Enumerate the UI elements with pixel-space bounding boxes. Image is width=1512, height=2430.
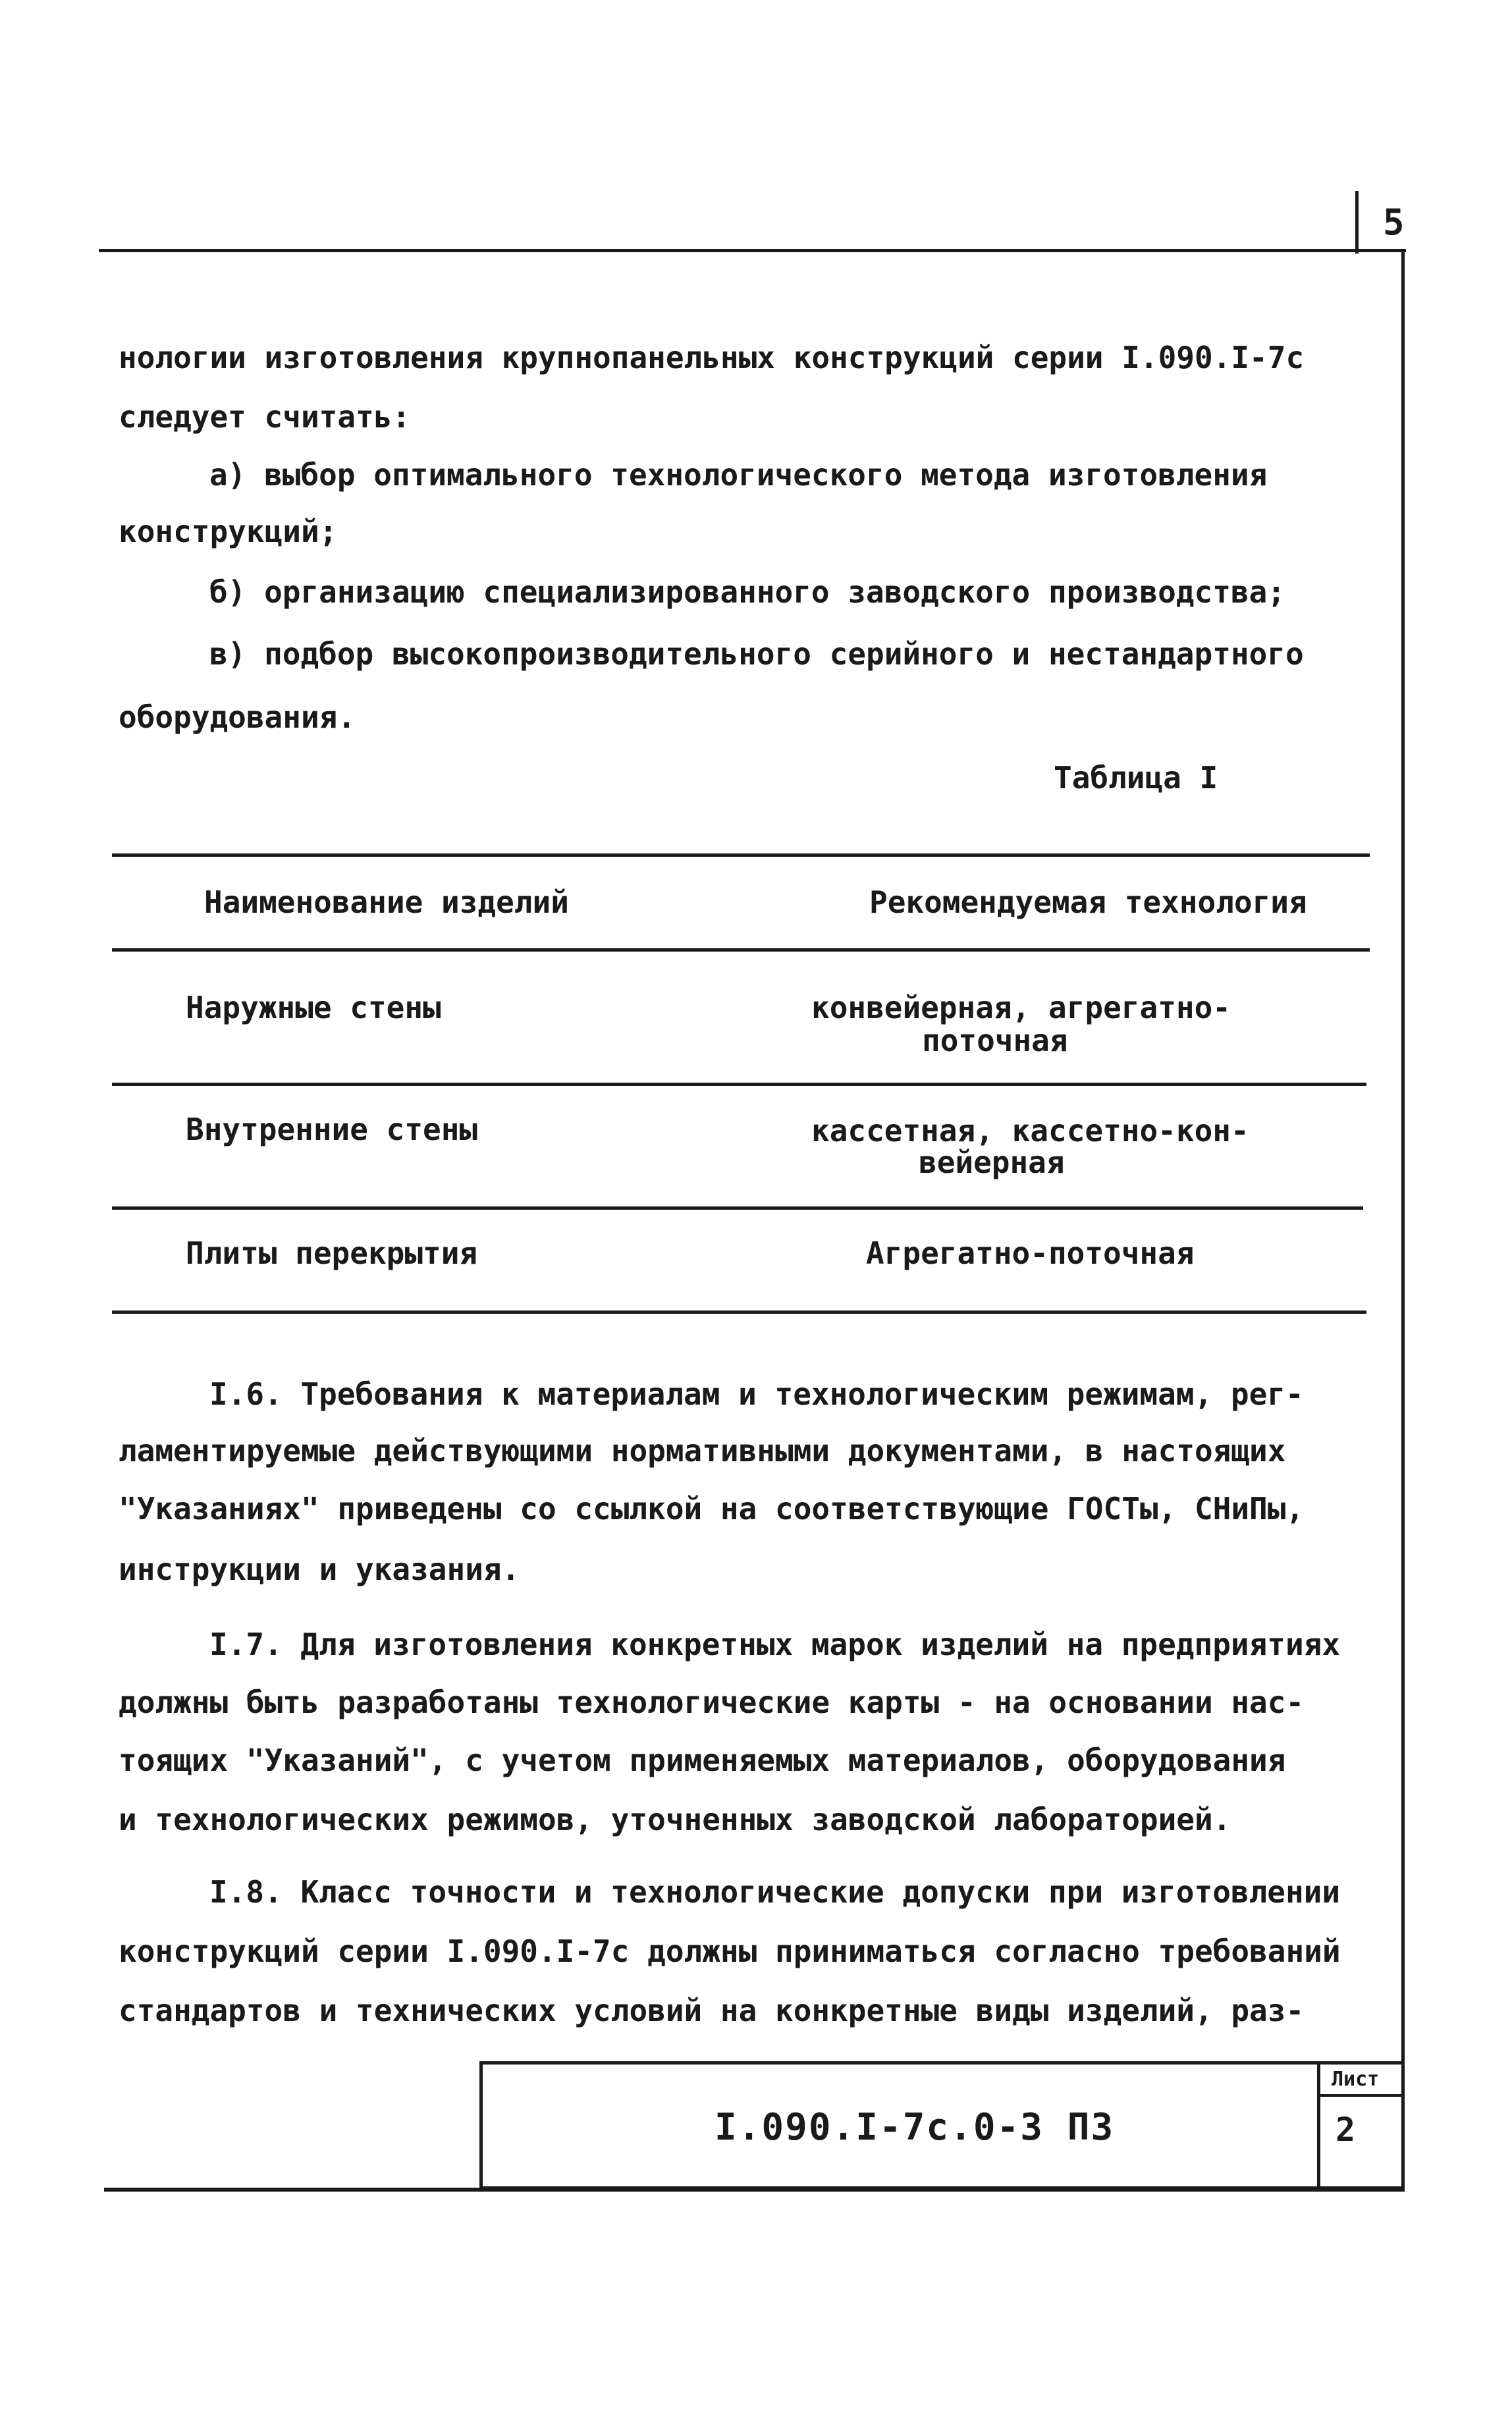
- para-1-7-line-2: должны быть разработаны технологические карты - на основании нас-: [119, 1685, 1305, 1720]
- intro-line-1: нологии изготовления крупнопанельных конструкций серии I.090.I-7с: [119, 340, 1305, 375]
- table-row-3-product: Плиты перекрытия: [186, 1235, 478, 1271]
- para-1-6-line-4: инструкции и указания.: [119, 1552, 520, 1587]
- table-row-3-tech-line-1: Агрегатно-поточная: [866, 1235, 1195, 1271]
- top-border-line: [99, 249, 1406, 252]
- sheet-number: 2: [1336, 2111, 1356, 2149]
- table-row-2-tech-line-2: вейерная: [919, 1145, 1065, 1180]
- intro-line-2: следует считать:: [119, 399, 411, 435]
- table-row-1-tech-line-2: поточная: [922, 1023, 1068, 1058]
- para-1-8-line-2: конструкций серии I.090.I-7с должны приниматься согласно требований: [119, 1933, 1341, 1969]
- intro-item-a-line-1: а) выбор оптимального технологического метода изготовления: [209, 457, 1268, 493]
- table-row-1-rule: [112, 1083, 1366, 1086]
- para-1-6-line-3: "Указаниях" приведены со ссылкой на соответствующие ГОСТы, СНиПы,: [119, 1491, 1305, 1526]
- para-1-6-line-1: I.6. Требования к материалам и технологическим режимам, рег-: [209, 1376, 1304, 1412]
- table-header-technology: Рекомендуемая технология: [869, 884, 1307, 920]
- table-row-2-rule: [112, 1206, 1363, 1210]
- table-top-rule: [112, 853, 1370, 857]
- table-header-product: Наименование изделий: [204, 884, 569, 920]
- table-header-rule: [112, 948, 1370, 952]
- table-row-2-tech-line-1: кассетная, кассетно-кон-: [811, 1113, 1249, 1148]
- table-bottom-rule: [112, 1310, 1366, 1314]
- table-caption: Таблица I: [1054, 760, 1218, 796]
- right-border-line: [1401, 250, 1405, 2190]
- table-row-2-product: Внутренние стены: [186, 1112, 478, 1147]
- intro-item-c-line-2: оборудования.: [119, 699, 356, 735]
- para-1-7-line-4: и технологических режимов, уточненных заводской лабораторией.: [119, 1802, 1231, 1837]
- table-row-1-product: Наружные стены: [186, 990, 441, 1025]
- para-1-7-line-1: I.7. Для изготовления конкретных марок изделий на предприятиях: [209, 1627, 1341, 1662]
- table-row-1-tech-line-1: конвейерная, агрегатно-: [811, 990, 1231, 1025]
- para-1-6-line-2: ламентируемые действующими нормативными документами, в настоящих: [119, 1433, 1286, 1469]
- sheet-label-rule: [1317, 2094, 1405, 2097]
- page-number: 5: [1383, 202, 1405, 243]
- intro-item-c-line-1: в) подбор высокопроизводительного серийного и нестандартного: [209, 636, 1304, 672]
- page-number-divider: [1355, 191, 1359, 254]
- bottom-border-line: [104, 2188, 1405, 2192]
- para-1-8-line-1: I.8. Класс точности и технологические допуски при изготовлении: [209, 1874, 1341, 1910]
- sheet-cell-divider: [1317, 2061, 1320, 2190]
- para-1-8-line-3: стандартов и технических условий на конкретные виды изделий, раз-: [119, 1993, 1305, 2028]
- para-1-7-line-3: тоящих "Указаний", с учетом применяемых материалов, оборудования: [119, 1742, 1286, 1778]
- document-code: I.090.I-7с.0-3 ПЗ: [715, 2106, 1115, 2149]
- intro-item-b: б) организацию специализированного заводского производства;: [209, 574, 1285, 610]
- sheet-label: Лист: [1332, 2068, 1380, 2091]
- intro-item-a-line-2: конструкций;: [119, 514, 338, 549]
